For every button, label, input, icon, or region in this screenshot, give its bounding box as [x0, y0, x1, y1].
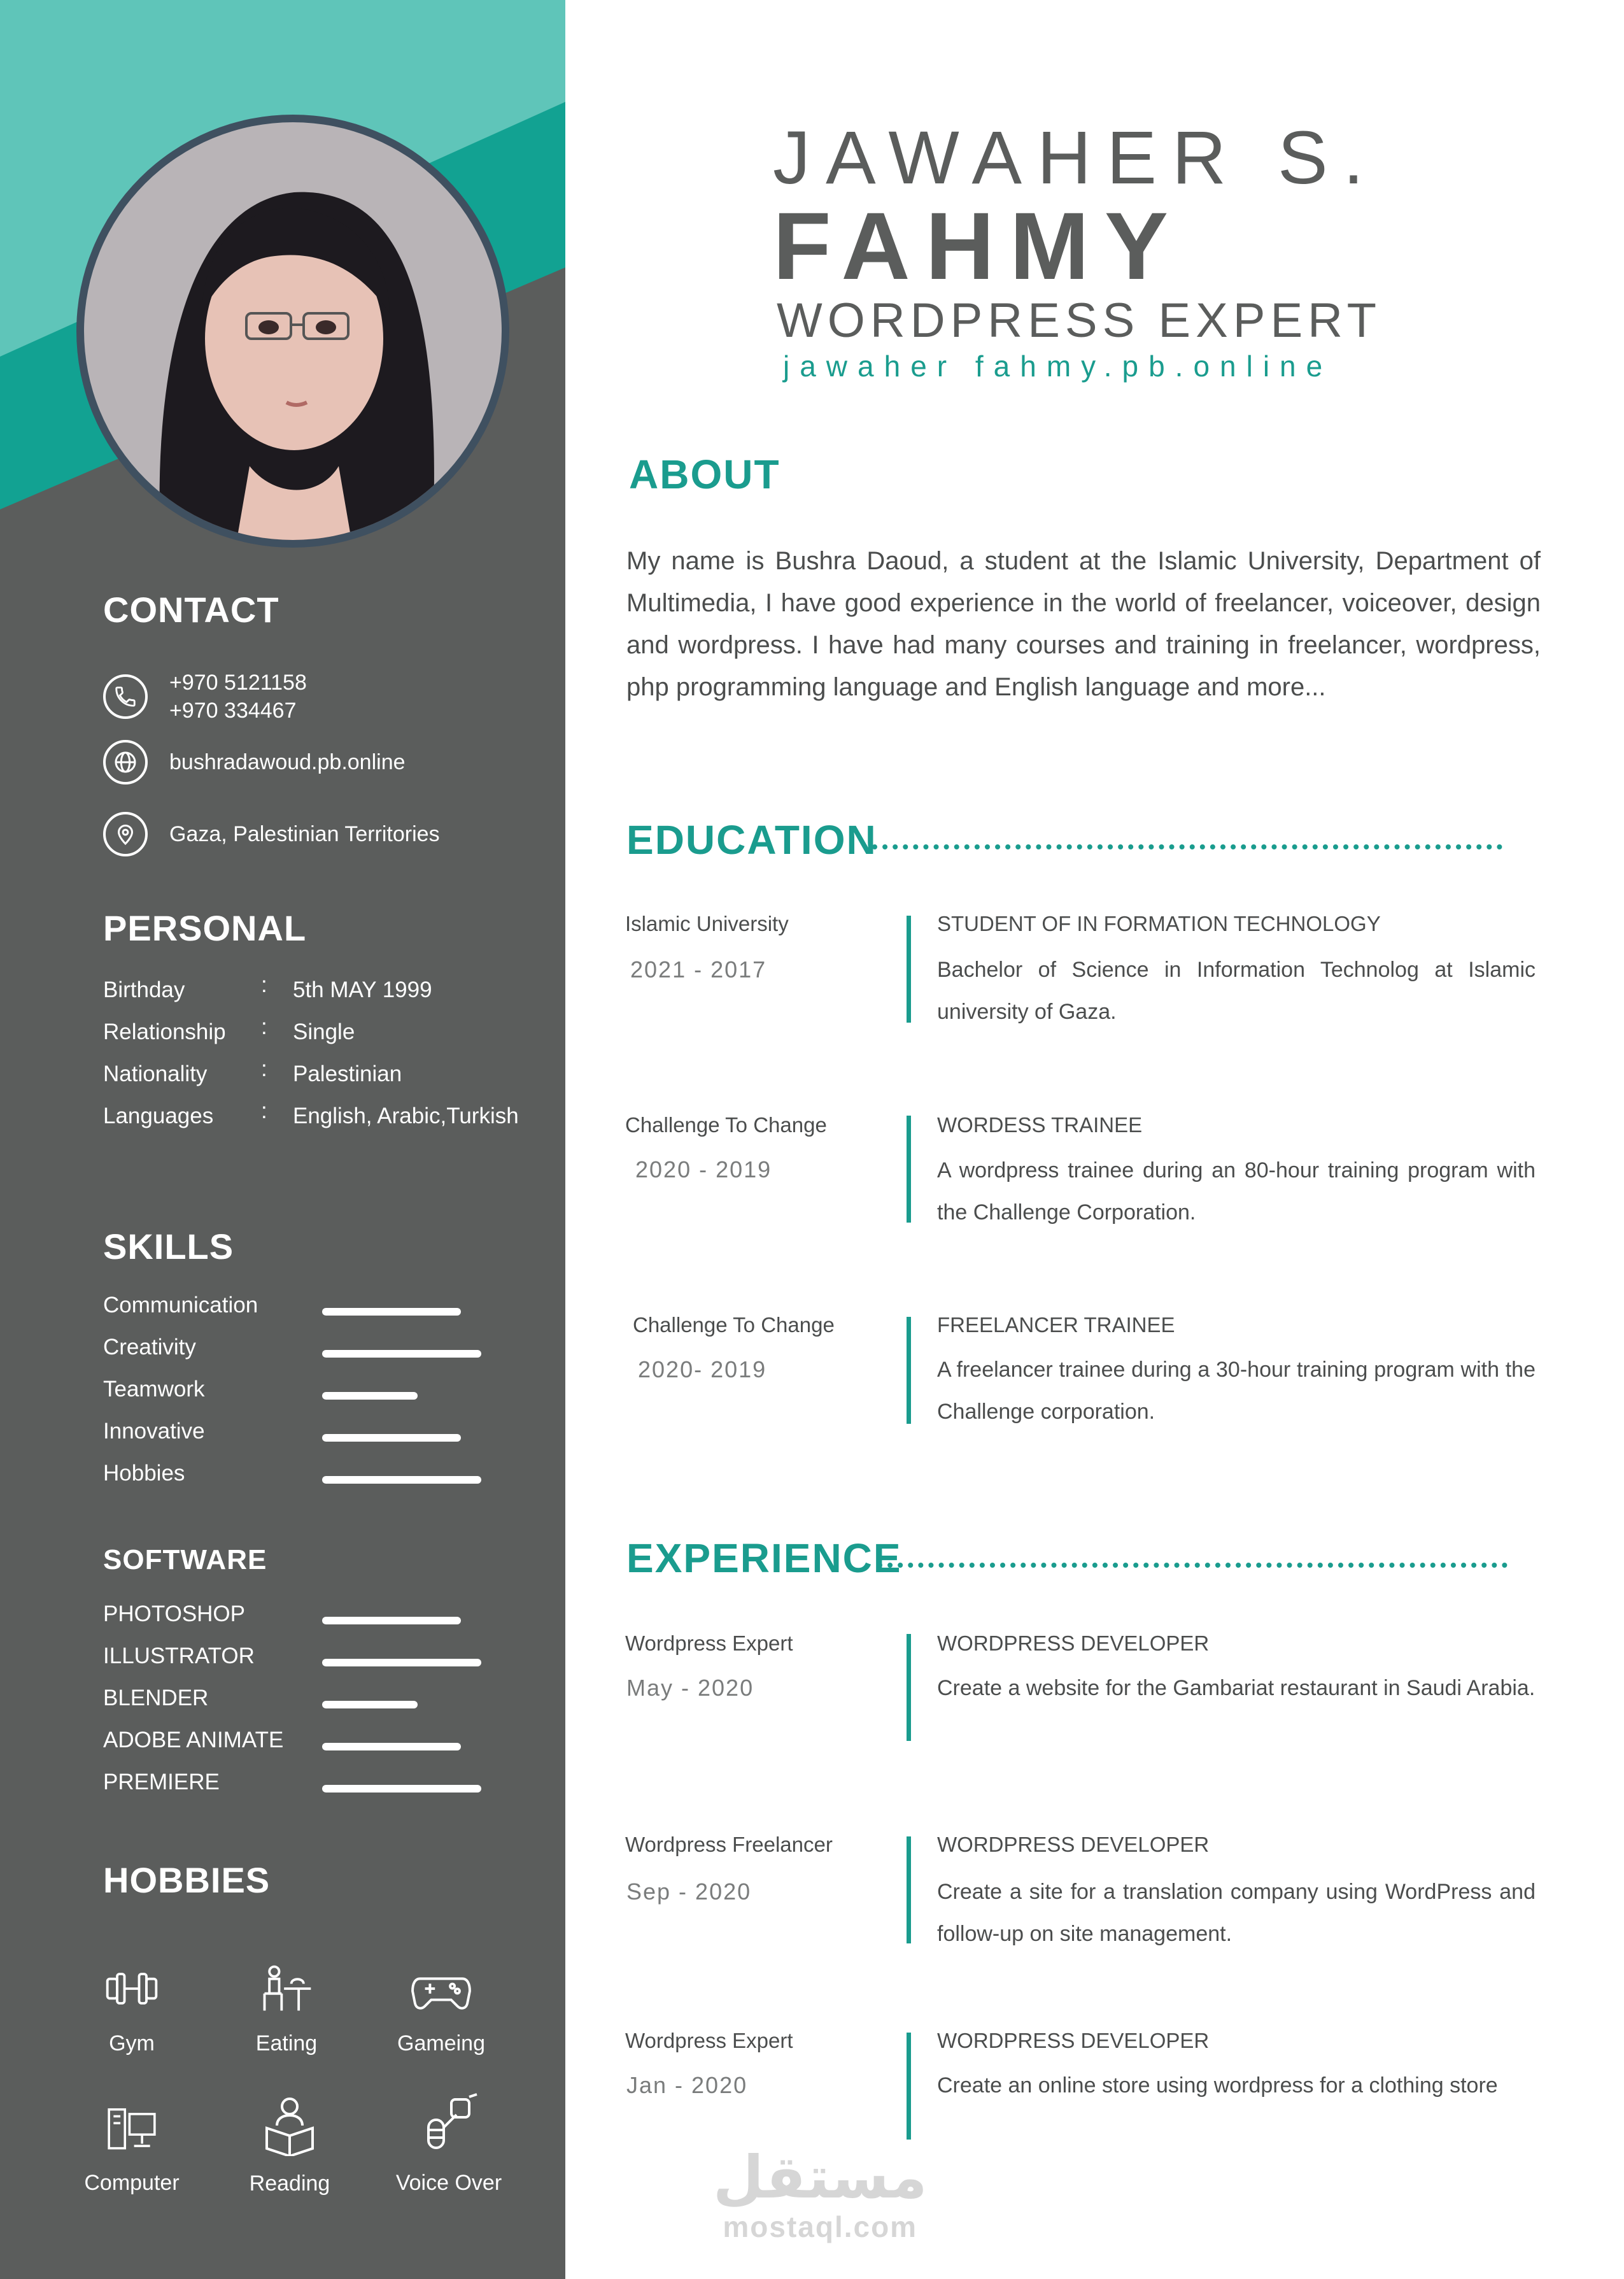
hobby-label: Eating — [255, 2031, 318, 2055]
dumbbell-icon — [102, 1961, 161, 2016]
phone-number-2: +970 334467 — [169, 699, 297, 723]
skill-level-bar — [322, 1350, 481, 1358]
entry-title: WORDESS TRAINEE — [937, 1113, 1143, 1137]
entry-institution: Challenge To Change — [633, 1313, 835, 1337]
entry-title: STUDENT OF IN FORMATION TECHNOLOGY — [937, 912, 1381, 935]
hobby-gym — [59, 1961, 205, 2056]
entry-institution: Islamic University — [625, 912, 789, 935]
hobby-label: Gameing — [397, 2031, 485, 2055]
entry-divider — [907, 2033, 911, 2140]
watermark — [713, 2146, 927, 2244]
education-heading: EDUCATION — [626, 817, 877, 863]
software-level-bar — [322, 1659, 481, 1666]
website-text: bushradawoud.pb.online — [169, 750, 406, 774]
entry-description: Create a website for the Gambariat restaurant in Saudi Arabia. — [937, 1676, 1536, 1700]
colon-separator: : — [261, 1056, 267, 1081]
entry-institution: Challenge To Change — [625, 1113, 827, 1137]
globe-icon — [103, 740, 148, 785]
hobby-reading — [216, 2095, 363, 2196]
skill-level-bar — [322, 1476, 481, 1484]
entry-divider — [907, 1634, 911, 1741]
phone-icon — [103, 674, 148, 719]
phone-number-1: +970 5121158 — [169, 671, 307, 695]
microphone-icon — [418, 2092, 479, 2155]
contact-phone — [103, 669, 307, 725]
education-dotted-rule — [872, 844, 1502, 849]
hobbies-heading: HOBBIES — [103, 1860, 271, 1900]
entry-years: 2021 - 2017 — [630, 956, 767, 983]
reading-icon — [259, 2095, 320, 2156]
entry-date: Sep - 2020 — [626, 1878, 752, 1905]
entry-company: Wordpress Expert — [625, 2029, 793, 2052]
colon-separator: : — [261, 1014, 267, 1039]
software-name: BLENDER — [103, 1686, 209, 1710]
personal-key: Relationship — [103, 1019, 226, 1044]
entry-title: WORDPRESS DEVELOPER — [937, 1631, 1210, 1655]
personal-key: Nationality — [103, 1061, 208, 1086]
entry-divider — [907, 916, 911, 1023]
hobby-eating — [213, 1961, 360, 2056]
entry-description: A wordpress trainee during an 80-hour training program with the Challenge Corporation. — [937, 1158, 1536, 1225]
skill-name: Creativity — [103, 1335, 196, 1360]
experience-dotted-rule — [877, 1563, 1507, 1568]
personal-value: English, Arabic,Turkish — [293, 1104, 519, 1128]
personal-value: Single — [293, 1019, 355, 1044]
software-name: ILLUSTRATOR — [103, 1644, 255, 1668]
entry-company: Wordpress Freelancer — [625, 1833, 833, 1856]
contact-location — [103, 812, 440, 856]
entry-title: FREELANCER TRAINEE — [937, 1313, 1175, 1337]
software-name: PHOTOSHOP — [103, 1601, 246, 1626]
entry-divider — [907, 1836, 911, 1943]
hobby-label: Gym — [109, 2031, 155, 2055]
computer-icon — [104, 2105, 159, 2155]
colon-separator: : — [261, 1098, 267, 1123]
skill-name: Communication — [103, 1293, 258, 1317]
dining-icon — [257, 1961, 316, 2016]
software-level-bar — [322, 1617, 461, 1624]
personal-key: Birthday — [103, 977, 185, 1002]
entry-company: Wordpress Expert — [625, 1631, 793, 1655]
software-name: PREMIERE — [103, 1770, 220, 1794]
entry-description: Create an online store using wordpress for a clothing store — [937, 2073, 1498, 2098]
personal-value: Palestinian — [293, 1061, 402, 1086]
skill-level-bar — [322, 1308, 461, 1316]
experience-heading: EXPERIENCE — [626, 1535, 902, 1581]
about-text: My name is Bushra Daoud, a student at the Islamic University, Department of Multimedia, I have good experience in the world of freelancer, voiceover, design and wordpress. I have had many courses and training in freelancer, wordpress, php programming language and English language and more... — [626, 547, 1541, 701]
entry-description: Bachelor of Science in Information Technolog at Islamic university of Gaza. — [937, 958, 1536, 1024]
personal-heading: PERSONAL — [103, 908, 307, 948]
skill-level-bar — [322, 1392, 418, 1400]
personal-value: 5th MAY 1999 — [293, 977, 432, 1002]
about-heading: ABOUT — [629, 451, 780, 497]
skill-level-bar — [322, 1434, 461, 1442]
entry-description: A freelancer trainee during a 30-hour training program with the Challenge corporation. — [937, 1358, 1536, 1424]
colon-separator: : — [261, 972, 267, 997]
entry-description: Create a site for a translation company using WordPress and follow-up on site management. — [937, 1880, 1536, 1946]
entry-years: 2020- 2019 — [638, 1356, 767, 1382]
hobby-voice-over — [376, 2092, 522, 2196]
job-title: WORDPRESS EXPERT — [777, 294, 1382, 348]
hobby-computer — [59, 2105, 205, 2196]
watermark-latin: mostaql.com — [723, 2210, 918, 2243]
contact-web — [103, 740, 406, 785]
location-text: Gaza, Palestinian Territories — [169, 822, 440, 846]
entry-title: WORDPRESS DEVELOPER — [937, 1833, 1210, 1856]
gamepad-icon — [409, 1961, 473, 2016]
sidebar — [0, 0, 565, 2279]
hobby-label: Voice Over — [395, 2171, 502, 2195]
last-name: FAHMY — [773, 192, 1183, 299]
entry-divider — [907, 1116, 911, 1223]
software-heading: SOFTWARE — [103, 1544, 267, 1575]
hobby-label: Computer — [84, 2171, 180, 2195]
profile-portrait — [84, 122, 502, 540]
software-level-bar — [322, 1701, 418, 1708]
entry-date: May - 2020 — [626, 1675, 754, 1701]
first-name: JAWAHER S. — [773, 116, 1380, 200]
hobby-label: Reading — [249, 2171, 330, 2196]
hobby-gaming — [368, 1961, 514, 2056]
profile-photo — [76, 115, 509, 548]
skills-heading: SKILLS — [103, 1226, 234, 1267]
watermark-arabic: مستقل — [713, 2145, 928, 2210]
entry-divider — [907, 1317, 911, 1424]
software-level-bar — [322, 1743, 461, 1750]
software-level-bar — [322, 1785, 481, 1793]
skill-name: Hobbies — [103, 1461, 185, 1486]
location-pin-icon — [103, 812, 148, 856]
personal-key: Languages — [103, 1104, 214, 1128]
skill-name: Teamwork — [103, 1377, 205, 1402]
personal-website: jawaher fahmy.pb.online — [783, 350, 1333, 383]
contact-heading: CONTACT — [103, 590, 279, 630]
software-name: ADOBE ANIMATE — [103, 1728, 284, 1752]
entry-title: WORDPRESS DEVELOPER — [937, 2029, 1210, 2052]
entry-date: Jan - 2020 — [626, 2072, 748, 2098]
skill-name: Innovative — [103, 1419, 205, 1444]
entry-years: 2020 - 2019 — [635, 1156, 772, 1182]
